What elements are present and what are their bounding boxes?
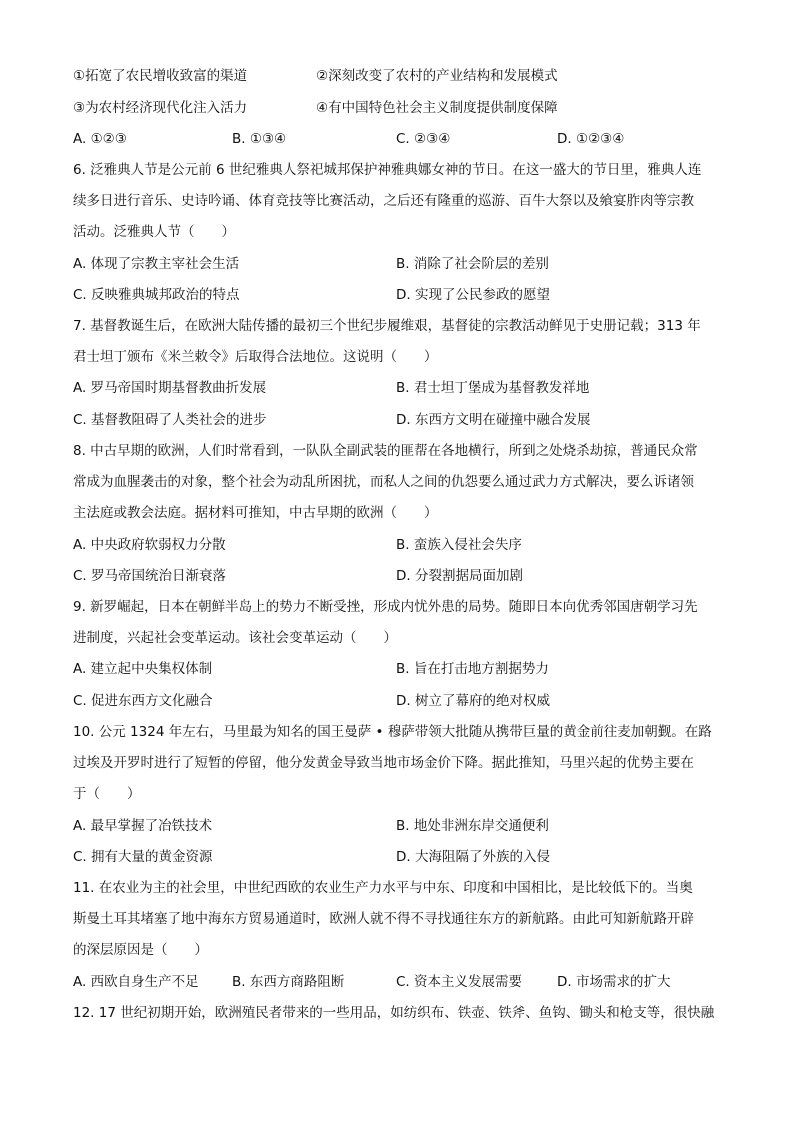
q11-stem-line: 11. 在农业为主的社会里，中世纪西欧的农业生产力水平与中东、印度和中国相比，是比较低下的。当奥: [73, 880, 693, 896]
q9-option-a: A. 建立起中央集权体制: [73, 661, 213, 677]
q5-option-b: B. ①③④: [232, 131, 287, 147]
q5-option-a: A. ①②③: [73, 131, 127, 147]
q8-stem-line: 8. 中古早期的欧洲，人们时常看到，一队队全副武装的匪帮在各地横行，所到之处烧杀劫掠，普通民众常: [73, 443, 698, 459]
q8-stem-line: 主法庭或教会法庭。据材料可推知，中古早期的欧洲（ ）: [73, 505, 438, 521]
q5-statement-2: ②深刻改变了农村的产业结构和发展模式: [316, 68, 558, 84]
q6-stem-line: 活动。泛雅典人节（ ）: [73, 224, 235, 240]
q8-option-d: D. 分裂割据局面加剧: [396, 568, 523, 584]
q9-option-b: B. 旨在打击地方割据势力: [396, 661, 549, 677]
q6-option-b: B. 消除了社会阶层的差别: [396, 256, 549, 272]
q5-option-c: C. ②③④: [396, 131, 451, 147]
q7-stem-line: 7. 基督教诞生后，在欧洲大陆传播的最初三个世纪步履维艰，基督徒的宗教活动鲜见于史册记载；313 年: [73, 318, 701, 334]
q9-stem-line: 9. 新罗崛起，日本在朝鲜半岛上的势力不断受挫，形成内忧外患的局势。随即日本向优秀邻国唐朝学习先: [73, 599, 698, 615]
q11-stem-line: 斯曼土耳其堵塞了地中海东方贸易通道时，欧洲人就不得不寻找通往东方的新航路。由此可知新航路开辟: [73, 911, 694, 927]
q6-stem-line: 续多日进行音乐、史诗吟诵、体育竞技等比赛活动，之后还有隆重的巡游、百牛大祭以及飨宴胙肉等宗教: [73, 193, 694, 209]
q7-option-d: D. 东西方文明在碰撞中融合发展: [396, 412, 591, 428]
q10-option-c: C. 拥有大量的黄金资源: [73, 849, 213, 865]
q9-option-d: D. 树立了幕府的绝对权威: [396, 693, 550, 709]
q8-option-a: A. 中央政府软弱权力分散: [73, 537, 226, 553]
q7-option-b: B. 君士坦丁堡成为基督教发祥地: [396, 380, 590, 396]
q8-option-b: B. 蛮族入侵社会失序: [396, 537, 522, 553]
q6-stem-line: 6. 泛雅典人节是公元前 6 世纪雅典人祭祀城邦保护神雅典娜女神的节日。在这一盛大的节日里，雅典人连: [73, 162, 702, 178]
q7-stem-line: 君士坦丁颁布《米兰敕令》后取得合法地位。这说明（ ）: [73, 349, 438, 365]
q6-option-a: A. 体现了宗教主宰社会生活: [73, 256, 240, 272]
q5-statement-3: ③为农村经济现代化注入活力: [73, 100, 248, 116]
q10-option-d: D. 大海阻隔了外族的入侵: [396, 849, 550, 865]
q9-option-c: C. 促进东西方文化融合: [73, 693, 213, 709]
q10-stem-line: 于（ ）: [73, 786, 141, 802]
q6-option-d: D. 实现了公民参政的愿望: [396, 287, 550, 303]
q10-option-b: B. 地处非洲东岸交通便利: [396, 818, 549, 834]
q12-stem-line: 12. 17 世纪初期开始，欧洲殖民者带来的一些用品，如纺织布、铁壶、铁斧、鱼钩、锄头和枪支等，很快融: [73, 1005, 715, 1021]
q6-option-c: C. 反映雅典城邦政治的特点: [73, 287, 240, 303]
q7-option-c: C. 基督教阻碍了人类社会的进步: [73, 412, 267, 428]
q10-stem-line: 10. 公元 1324 年左右，马里最为知名的国王曼萨 • 穆萨带领大批随从携带巨量的黄金前往麦加朝觐。在路: [73, 724, 712, 740]
q11-option-d: D. 市场需求的扩大: [557, 974, 671, 990]
q11-option-a: A. 西欧自身生产不足: [73, 974, 199, 990]
q8-stem-line: 常成为血腥袭击的对象，整个社会为动乱所困扰，而私人之间的仇怨要么通过武力方式解决，要么诉诸领: [73, 474, 694, 490]
q7-option-a: A. 罗马帝国时期基督教曲折发展: [73, 380, 267, 396]
q11-option-b: B. 东西方商路阻断: [232, 974, 345, 990]
q5-statement-4: ④有中国特色社会主义制度提供制度保障: [316, 100, 558, 116]
q5-option-d: D. ①②③④: [557, 131, 625, 147]
q9-stem-line: 进制度，兴起社会变革运动。该社会变革运动（ ）: [73, 630, 397, 646]
q10-stem-line: 过埃及开罗时进行了短暂的停留，他分发黄金导致当地市场金价下降。据此推知，马里兴起的优势主要在: [73, 755, 694, 771]
q11-option-c: C. 资本主义发展需要: [396, 974, 523, 990]
q8-option-c: C. 罗马帝国统治日渐衰落: [73, 568, 227, 584]
q5-statement-1: ①拓宽了农民增收致富的渠道: [73, 68, 248, 84]
q10-option-a: A. 最早掌握了冶铁技术: [73, 818, 213, 834]
q11-stem-line: 的深层原因是（ ）: [73, 942, 208, 958]
